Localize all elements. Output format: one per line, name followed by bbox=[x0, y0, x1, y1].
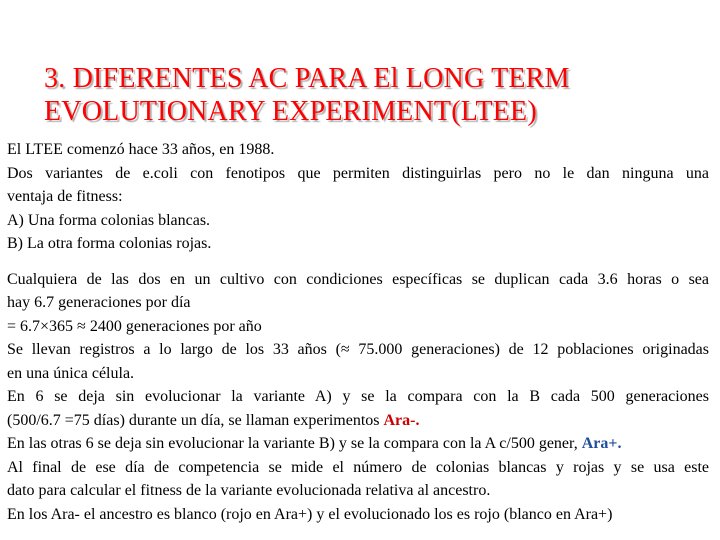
text-line: = 6.7×365 ≈ 2400 generaciones por año bbox=[7, 317, 262, 335]
ara-plus-label: Ara+. bbox=[581, 435, 622, 452]
text-line: Dos variantes de e.coli con fenotipos que permiten distinguirlas pero no le dan ninguna una bbox=[7, 164, 709, 182]
text-line: en una única célula. bbox=[7, 364, 135, 382]
text-line: hay 6.7 generaciones por día bbox=[7, 294, 191, 311]
text-line: dato para calcular el fitness de la variante evolucionada relativa al ancestro. bbox=[7, 482, 491, 499]
text-line: Se llevan registros a lo largo de los 33 años (≈ 75.000 generaciones) de 12 poblaciones originadas bbox=[7, 341, 709, 358]
slide-body bbox=[7, 138, 709, 526]
slide-title bbox=[44, 62, 704, 128]
text-line: ventaja de fitness: bbox=[7, 188, 123, 205]
text-line: Al final de ese día de competencia se mide el número de colonias blancas y rojas y se usa este bbox=[7, 458, 709, 476]
ara-minus-label: Ara-. bbox=[383, 411, 420, 429]
list-item-a: A) Una forma colonias blancas. bbox=[7, 211, 211, 229]
text-line-ara-plus bbox=[7, 432, 709, 456]
title-line-1: 3. DIFERENTES AC PARA El LONG TERM bbox=[44, 63, 570, 94]
intro-paragraph bbox=[7, 138, 709, 256]
list-item-b: B) La otra forma colonias rojas. bbox=[7, 235, 212, 252]
text-segment: En las otras 6 se deja sin evolucionar la variante B) y se la compara con la A c/500 gener, bbox=[7, 435, 582, 452]
text-line: En los Ara- el ancestro es blanco (rojo en Ara+) y el evolucionado los es rojo (blanco en Ara+) bbox=[7, 505, 613, 523]
text-segment: (500/6.7 =75 días) durante un día, se llaman experimentos bbox=[7, 411, 384, 429]
title-line-2: EVOLUTIONARY EXPERIMENT(LTEE) bbox=[44, 96, 537, 127]
details-paragraph bbox=[7, 268, 709, 527]
text-line-ara-minus bbox=[7, 409, 709, 433]
text-line: El LTEE comenzó hace 33 años, en 1988. bbox=[7, 141, 275, 158]
text-line: En 6 se deja sin evolucionar la variante A) y se la compara con la B cada 500 generaciones bbox=[7, 388, 709, 405]
text-line: Cualquiera de las dos en un cultivo con condiciones específicas se duplican cada 3.6 horas o sea bbox=[7, 270, 709, 288]
